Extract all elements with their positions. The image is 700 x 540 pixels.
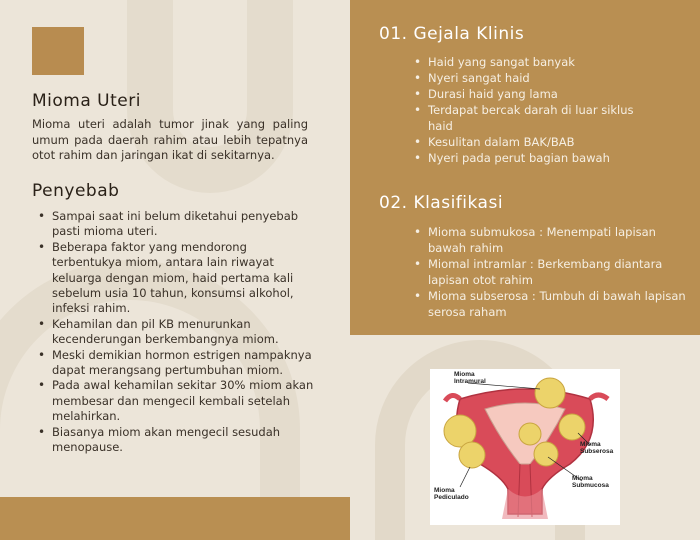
gejala-klinis-title: 01. Gejala Klinis: [379, 24, 525, 44]
penyebab-title: Penyebab: [32, 181, 120, 201]
mioma-uteri-title: Mioma Uteri: [32, 91, 141, 111]
list-item: • Haid yang sangat banyak: [412, 54, 642, 70]
list-item: • Kesulitan dalam BAK/BAB: [412, 134, 642, 150]
list-item: • Mioma subserosa : Tumbuh di bawah lapisan serosa raham: [412, 288, 690, 320]
label-intramural: Mioma Intramural: [454, 371, 486, 385]
list-item: • Meski demikian hormon estrigen nampaknya dapat merangsang pertumbuhan miom.: [36, 348, 316, 379]
decorative-square: [32, 27, 84, 75]
list-item: • Nyeri sangat haid: [412, 70, 642, 86]
list-item: • Biasanya miom akan mengecil sesudah menopause.: [36, 425, 316, 456]
list-item: • Beberapa faktor yang mendorong terbentukya miom, antara lain riwayat keluarga dengan miom, haid pertama kali sebelum usia 10 tahun, konsumsi alkohol, infeksi rahim.: [36, 240, 316, 317]
gejala-list: [412, 54, 642, 166]
list-item: • Durasi haid yang lama: [412, 86, 642, 102]
list-item: • Mioma submukosa : Menempati lapisan bawah rahim: [412, 224, 690, 256]
mioma-uteri-description: Mioma uteri adalah tumor jinak yang paling umum pada daerah rahim atau lebih tepatnya otot rahim dan jaringan ikat di sekitarnya.: [32, 117, 308, 162]
label-submucosa: Mioma Submucosa: [572, 475, 609, 489]
label-pediculado: Mioma Pediculado: [434, 487, 469, 501]
klasifikasi-list: [412, 224, 690, 320]
label-subserosa: Mioma Subserosa: [580, 441, 614, 455]
list-item: • Miomal intramlar : Berkembang diantara lapisan otot rahim: [412, 256, 690, 288]
bottom-band: [0, 497, 350, 540]
list-item: • Terdapat bercak darah di luar siklus haid: [412, 102, 642, 134]
list-item: • Kehamilan dan pil KB menurunkan kecenderungan berkembangnya miom.: [36, 317, 316, 348]
list-item: • Nyeri pada perut bagian bawah: [412, 150, 642, 166]
list-item: • Sampai saat ini belum diketahui penyebab pasti mioma uteri.: [36, 209, 316, 240]
list-item: • Pada awal kehamilan sekitar 30% miom akan membesar dan mengecil kembali setelah melahirkan.: [36, 378, 316, 424]
mioma-illustration: [430, 369, 620, 525]
klasifikasi-title: 02. Klasifikasi: [379, 193, 504, 213]
penyebab-list: [36, 209, 316, 456]
